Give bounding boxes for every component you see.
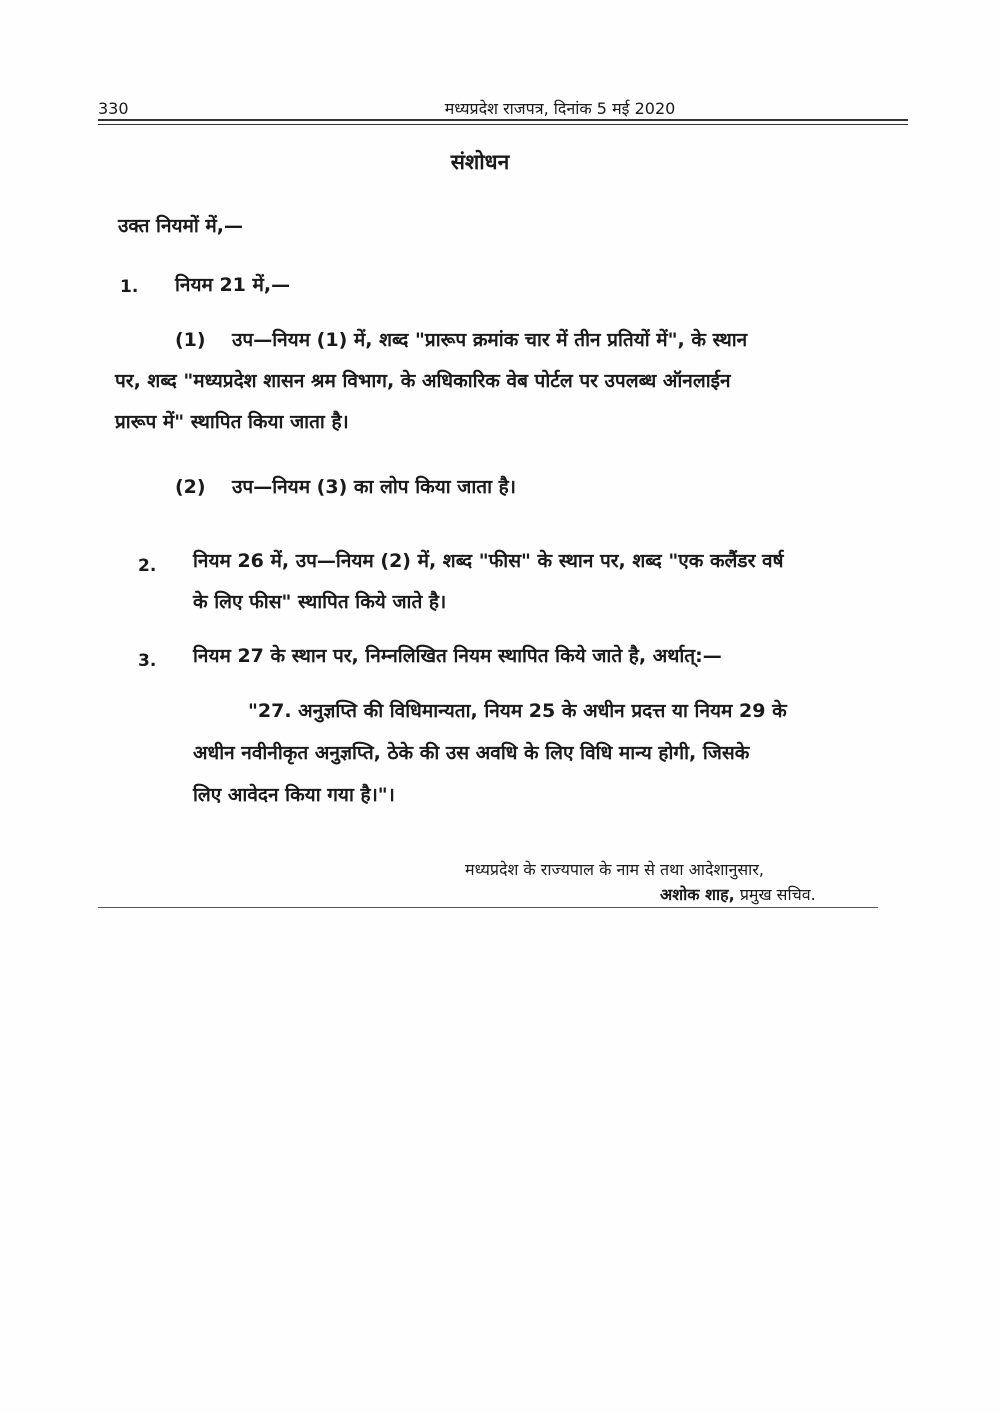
item-2-number: 2.	[138, 556, 157, 576]
intro-text: उक्त नियमों में,—	[118, 215, 244, 237]
item-3-quote-line-3: लिए आवेदन किया गया है।"।	[193, 784, 395, 806]
footer-rule	[98, 907, 878, 908]
item-3-quote-line-1: "27. अनुज्ञप्ति की विधिमान्यता, नियम 25 के अधीन प्रदत्त या नियम 29 के	[248, 700, 787, 722]
item-1-sub-1-line-3: प्रारूप में" स्थापित किया जाता है।	[115, 411, 349, 433]
running-head: मध्यप्रदेश राजपत्र, दिनांक 5 मई 2020	[444, 99, 676, 118]
signatory-designation: प्रमुख सचिव.	[739, 885, 816, 904]
signature-block	[660, 883, 816, 905]
signatory-name: अशोक शाह,	[660, 885, 735, 904]
page-title: संशोधन	[450, 150, 510, 174]
page-number: 330	[98, 99, 129, 118]
signature-authority: मध्यप्रदेश के राज्यपाल के नाम से तथा आदेशानुसार,	[465, 860, 764, 879]
item-2-line-2: के लिए फीस" स्थापित किये जाते है।	[193, 591, 447, 613]
item-2-line-1: नियम 26 में, उप—नियम (2) में, शब्द "फीस" के स्थान पर, शब्द "एक कलैंडर वर्ष	[193, 550, 784, 572]
item-1-text: नियम 21 में,—	[175, 274, 291, 296]
item-1-sub-2-text: उप—नियम (3) का लोप किया जाता है।	[232, 476, 516, 498]
header-rule-bottom	[98, 124, 908, 125]
item-1-number: 1.	[120, 277, 139, 297]
item-1-sub-1-line-1: उप—नियम (1) में, शब्द "प्रारूप क्रमांक चार में तीन प्रतियों में", के स्थान	[232, 329, 748, 351]
header-rule-top	[98, 119, 908, 121]
item-3-number: 3.	[138, 651, 157, 671]
item-1-sub-1-line-2: पर, शब्द "मध्यप्रदेश शासन श्रम विभाग, के अधिकारिक वेब पोर्टल पर उपलब्ध ऑनलाईन	[115, 370, 731, 392]
item-1-sub-2-number: (2)	[175, 476, 206, 498]
item-1-sub-1-number: (1)	[175, 329, 206, 351]
item-3-quote-line-2: अधीन नवीनीकृत अनुज्ञप्ति, ठेके की उस अवधि के लिए विधि मान्य होगी, जिसके	[193, 742, 750, 764]
item-3-text: नियम 27 के स्थान पर, निम्नलिखित नियम स्थापित किये जाते है, अर्थात्:—	[193, 645, 722, 667]
